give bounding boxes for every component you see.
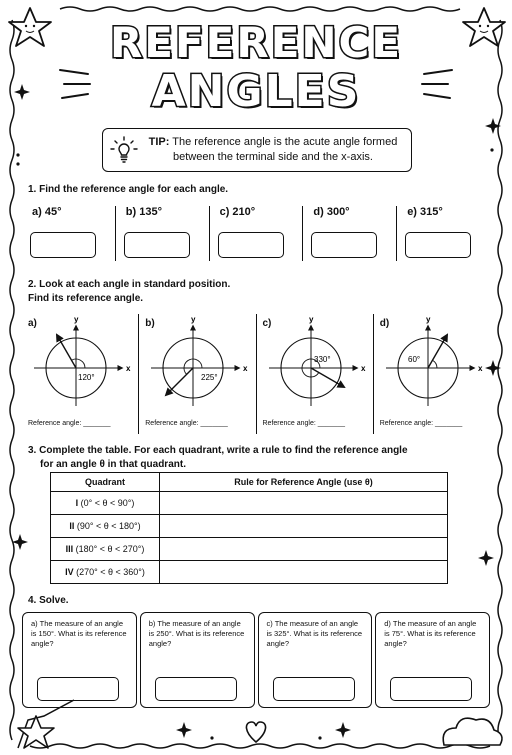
answer-box[interactable]: [311, 232, 377, 258]
angle-label: c) 210°: [219, 206, 256, 218]
rule-answer-cell[interactable]: [160, 515, 448, 538]
section2-heading-2: Find its reference angle.: [28, 293, 144, 304]
quadrant-rules-table: [50, 472, 448, 584]
angle-diagram: [380, 314, 490, 418]
problem-text: a) The measure of an angle is 150°. What is its reference angle?: [31, 619, 127, 648]
x-axis-label: x: [243, 364, 248, 373]
section4-items: [22, 612, 490, 708]
x-axis-label: x: [360, 364, 365, 373]
y-axis-label: y: [308, 315, 313, 324]
answer-box[interactable]: [405, 232, 471, 258]
angle-diagram: [263, 314, 373, 418]
quadrant-range: (270° < θ < 360°): [76, 567, 145, 577]
angle-diagram: [28, 314, 138, 418]
section2-items: [22, 314, 490, 434]
section3-heading-1: 3. Complete the table. For each quadrant, write a rule to find the reference angle: [28, 445, 408, 456]
angle-label: 225°: [201, 373, 218, 382]
section3-heading-2: for an angle θ in that quadrant.: [40, 459, 186, 470]
table-row: [51, 515, 448, 538]
rule-answer-cell[interactable]: [160, 561, 448, 584]
quadrant-cell: [51, 515, 160, 538]
section1-items: [22, 206, 490, 261]
problem-card: [140, 612, 255, 708]
x-axis-label: x: [477, 364, 483, 373]
item-letter: a): [28, 318, 37, 329]
quadrant-range: (180° < θ < 270°): [75, 544, 145, 554]
reference-angle-label[interactable]: Reference angle: _______: [145, 420, 228, 427]
answer-box[interactable]: [390, 677, 472, 701]
angle-label: 60°: [407, 355, 420, 364]
angle-label: d) 300°: [313, 206, 350, 218]
answer-box[interactable]: [273, 677, 355, 701]
answer-box[interactable]: [37, 677, 119, 701]
quadrant-cell: [51, 492, 160, 515]
tip-label: TIP:: [148, 136, 170, 148]
problem-text: c) The measure of an angle is 325°. What is its reference angle?: [266, 619, 363, 648]
rule-column-header: Rule for Reference Angle (use θ): [160, 473, 448, 492]
lightbulb-icon: [107, 133, 141, 167]
answer-box[interactable]: [155, 677, 237, 701]
section2-item: [138, 314, 255, 434]
title-line-2: ANGLES: [151, 66, 361, 117]
section1-item: [115, 206, 209, 261]
problem-card: [22, 612, 137, 708]
answer-box[interactable]: [124, 232, 190, 258]
angle-arc: [432, 360, 437, 368]
section2-item: [373, 314, 490, 434]
title-line-1: REFERENCE: [109, 18, 403, 67]
angle-label: e) 315°: [407, 206, 443, 218]
item-letter: b): [145, 318, 155, 329]
table-row: [51, 561, 448, 584]
rule-answer-cell[interactable]: [160, 538, 448, 561]
section1-heading: 1. Find the reference angle for each angle.: [28, 184, 229, 195]
quadrant-number: II: [69, 521, 75, 531]
reference-angle-label[interactable]: Reference angle: _______: [28, 420, 111, 427]
answer-box[interactable]: [30, 232, 96, 258]
quadrant-column-header: Quadrant: [51, 473, 160, 492]
section1-item: [22, 206, 115, 261]
problem-text: d) The measure of an angle is 75°. What is its reference angle?: [384, 619, 477, 648]
angle-label: 330°: [313, 355, 331, 364]
quadrant-range: (90° < θ < 180°): [76, 521, 141, 531]
tip-text-wrap: [141, 135, 411, 165]
rule-answer-cell[interactable]: [160, 492, 448, 515]
quadrant-number: IV: [65, 567, 74, 577]
terminal-side: [166, 368, 193, 395]
section1-item: [302, 206, 396, 261]
problem-card: [375, 612, 490, 708]
y-axis-label: y: [425, 315, 431, 324]
item-letter: d): [379, 318, 390, 329]
table-row: [51, 492, 448, 515]
section4-heading: 4. Solve.: [28, 595, 69, 606]
answer-box[interactable]: [218, 232, 284, 258]
angle-label: 120°: [78, 373, 95, 382]
quadrant-number: III: [65, 544, 74, 554]
section1-item: [396, 206, 490, 261]
problem-text: b) The measure of an angle is 250°. What is its reference angle?: [148, 619, 245, 648]
reference-angle-label[interactable]: Reference angle: _______: [379, 420, 463, 427]
section2-heading-1: 2. Look at each angle in standard position.: [28, 279, 231, 290]
table-row: [51, 538, 448, 561]
angle-label: a) 45°: [32, 206, 62, 218]
tip-box: [102, 128, 412, 172]
table-header-row: [51, 473, 448, 492]
tip-text: The reference angle is the acute angle formed between the terminal side and the x-axis.: [172, 136, 398, 163]
y-axis-label: y: [74, 315, 79, 324]
problem-card: [258, 612, 373, 708]
section1-item: [209, 206, 303, 261]
section2-item: [256, 314, 373, 434]
item-letter: c): [262, 318, 272, 329]
quadrant-cell: [51, 561, 160, 584]
x-axis-label: x: [126, 364, 131, 373]
angle-label: b) 135°: [125, 206, 162, 218]
quadrant-cell: [51, 538, 160, 561]
y-axis-label: y: [191, 315, 196, 324]
quadrant-range: (0° < θ < 90°): [80, 498, 135, 508]
quadrant-number: I: [75, 498, 79, 508]
section2-item: [22, 314, 138, 434]
angle-diagram: [145, 314, 255, 418]
reference-angle-label[interactable]: Reference angle: _______: [262, 420, 346, 427]
